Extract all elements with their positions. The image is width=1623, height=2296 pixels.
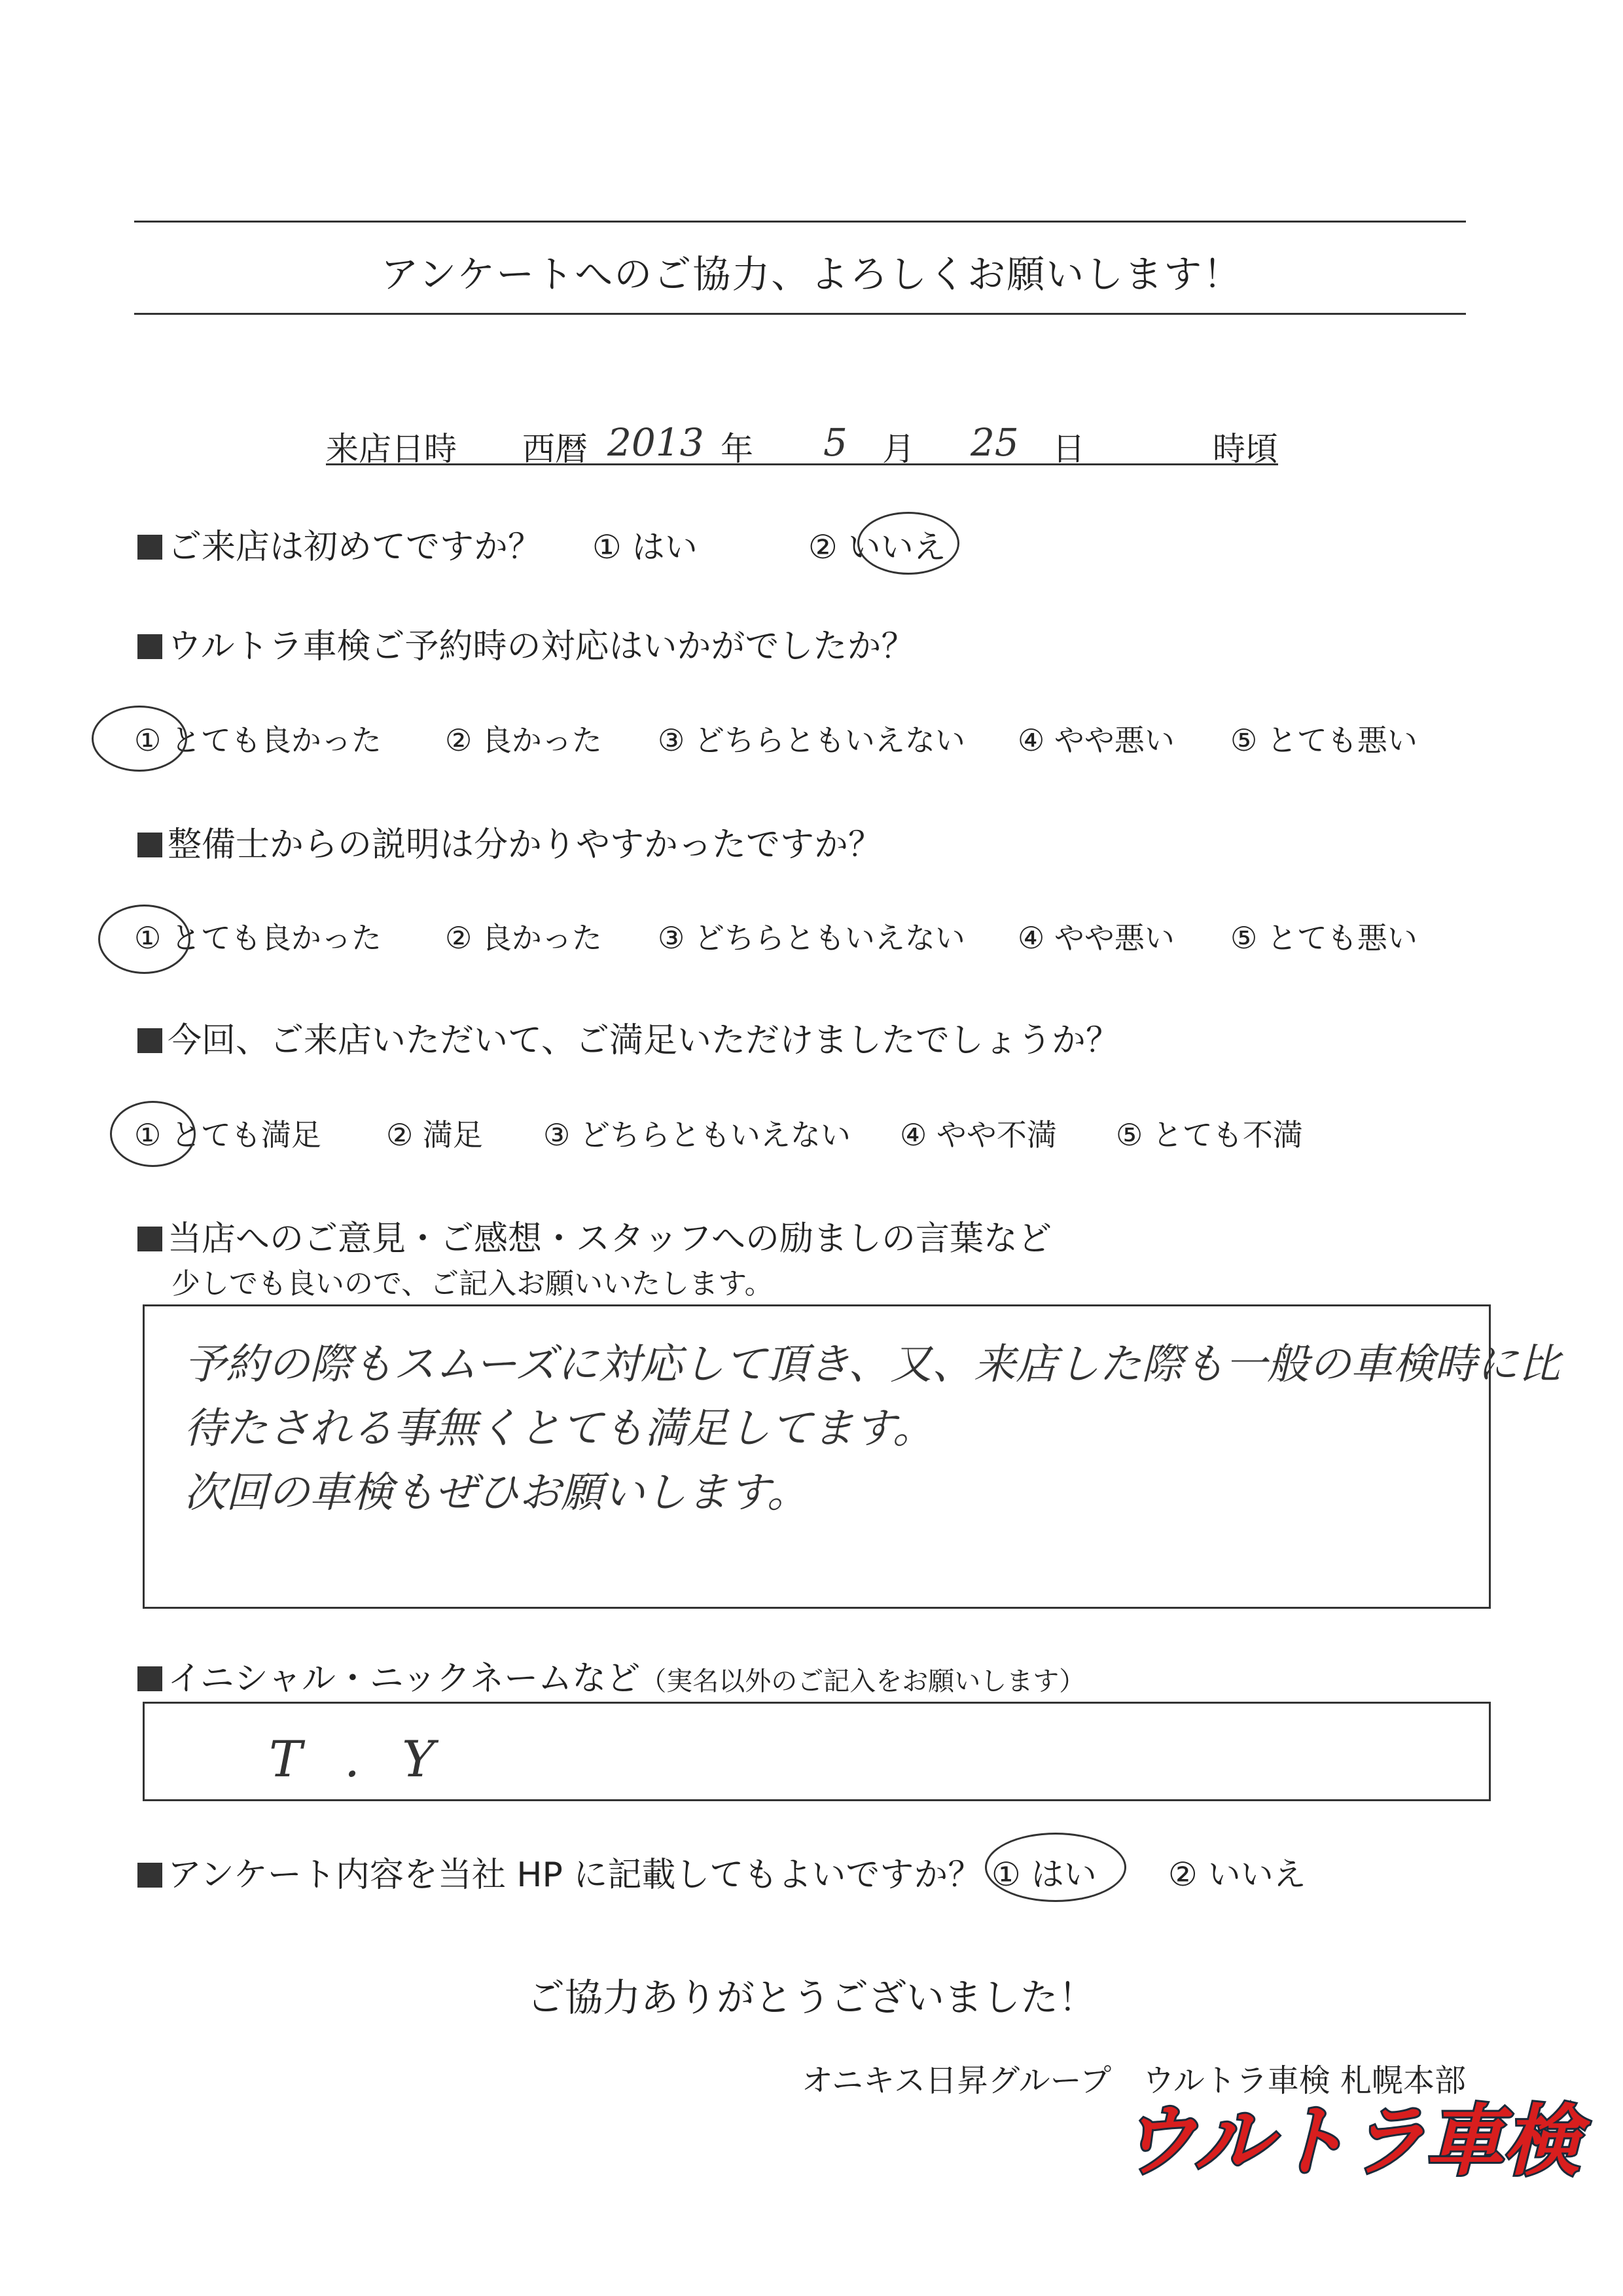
q4-option-5[interactable]: ⑤ とても不満: [1116, 1117, 1303, 1153]
q2-option-5[interactable]: ⑤ とても悪い: [1230, 723, 1418, 758]
q4-selected-circle: [110, 1101, 196, 1167]
q3-question: 整備士からの説明は分かりやすかったですか？: [137, 817, 882, 866]
nickname-value: T . Y: [269, 1730, 448, 1788]
top-rule: [134, 221, 1466, 223]
q7-selected-circle: [985, 1833, 1126, 1902]
q3-option-1[interactable]: ① とても良かった: [134, 920, 382, 956]
day-value[interactable]: 25: [971, 420, 1019, 465]
survey-title: アンケートへのご協力、よろしくお願いします！: [380, 252, 1243, 296]
footer-company: オニキス日昇グループ ウルトラ車検 札幌本部: [801, 2062, 1466, 2099]
month-label: 月: [882, 430, 915, 468]
nickname-box[interactable]: [143, 1702, 1491, 1801]
q3-option-4[interactable]: ④ やや悪い: [1018, 920, 1175, 956]
square-bullet-icon: [137, 535, 162, 560]
q7-option-no[interactable]: ② いいえ: [1168, 1856, 1306, 1893]
q1-option-no[interactable]: ② いいえ: [808, 528, 946, 566]
visit-date-line: [326, 420, 1278, 468]
q4-option-3[interactable]: ③ どちらともいえない: [543, 1117, 851, 1153]
logo-text: ウルトラ車検: [1119, 2098, 1580, 2185]
comment-line-3: 次回の車検もぜひお願いします。: [184, 1469, 809, 1517]
square-bullet-icon: [137, 1227, 162, 1251]
visit-date-label: 来店日時: [326, 430, 457, 468]
square-bullet-icon: [137, 1028, 162, 1053]
era-label: 西暦: [522, 430, 588, 468]
q1-selected-circle: [857, 512, 959, 575]
year-label: 年: [721, 430, 753, 468]
q1-option-yes[interactable]: ① はい: [592, 528, 698, 566]
q2-option-2[interactable]: ② 良かった: [445, 723, 602, 758]
comment-line-2: 待たされる事無くとても満足してます。: [184, 1405, 935, 1453]
q7-option-yes[interactable]: ① はい: [991, 1856, 1097, 1893]
bottom-rule: [134, 313, 1466, 315]
thanks-message: ご協力ありがとうございました！: [526, 1975, 1096, 2020]
q3-option-2[interactable]: ② 良かった: [445, 920, 602, 956]
square-bullet-icon: [137, 833, 162, 857]
comment-line-1: 予約の際もスムーズに対応して頂き、又、来店した際も一般の車検時に比: [184, 1340, 1561, 1389]
square-bullet-icon: [137, 1863, 162, 1888]
q3-option-5[interactable]: ⑤ とても悪い: [1230, 920, 1418, 956]
month-value[interactable]: 5: [823, 420, 847, 465]
comment-box[interactable]: [143, 1304, 1561, 1609]
q3-selected-circle: [98, 905, 190, 974]
q1-question: ご来店は初めてですか？: [137, 519, 542, 568]
q2-option-1[interactable]: ① とても良かった: [134, 723, 382, 758]
q6-note: （実名以外のご記入をお願いします）: [640, 1666, 1086, 1696]
q7-question: アンケート内容を当社 HP に記載してもよいですか？: [137, 1847, 982, 1896]
q4-option-4[interactable]: ④ やや不満: [900, 1117, 1057, 1153]
q4-question: 今回、ご来店いただいて、ご満足いただけましたでしょうか？: [137, 1013, 1120, 1062]
ultra-shaken-logo: [1113, 2094, 1580, 2186]
q2-option-3[interactable]: ③ どちらともいえない: [658, 723, 965, 758]
q5-subtext: 少しでも良いので、ご記入お願いいたします。: [171, 1267, 774, 1300]
q5-question: 当店へのご意見・ご感想・スタッフへの励ましの言葉など: [137, 1211, 1052, 1260]
q4-option-2[interactable]: ② 満足: [386, 1117, 483, 1153]
day-label: 日: [1052, 430, 1085, 468]
time-label: 時頃: [1213, 430, 1278, 468]
year-value[interactable]: 2013: [607, 420, 704, 465]
q4-option-1[interactable]: ① とても満足: [134, 1117, 321, 1153]
q2-option-4[interactable]: ④ やや悪い: [1018, 723, 1175, 758]
square-bullet-icon: [137, 1666, 162, 1691]
q6-question: イニシャル・ニックネームなど（実名以外のご記入をお願いします）: [137, 1651, 1085, 1700]
q2-selected-circle: [92, 706, 187, 772]
q2-question: ウルトラ車検ご予約時の対応はいかがでしたか？: [137, 619, 915, 668]
q3-option-3[interactable]: ③ どちらともいえない: [658, 920, 965, 956]
square-bullet-icon: [137, 634, 162, 659]
